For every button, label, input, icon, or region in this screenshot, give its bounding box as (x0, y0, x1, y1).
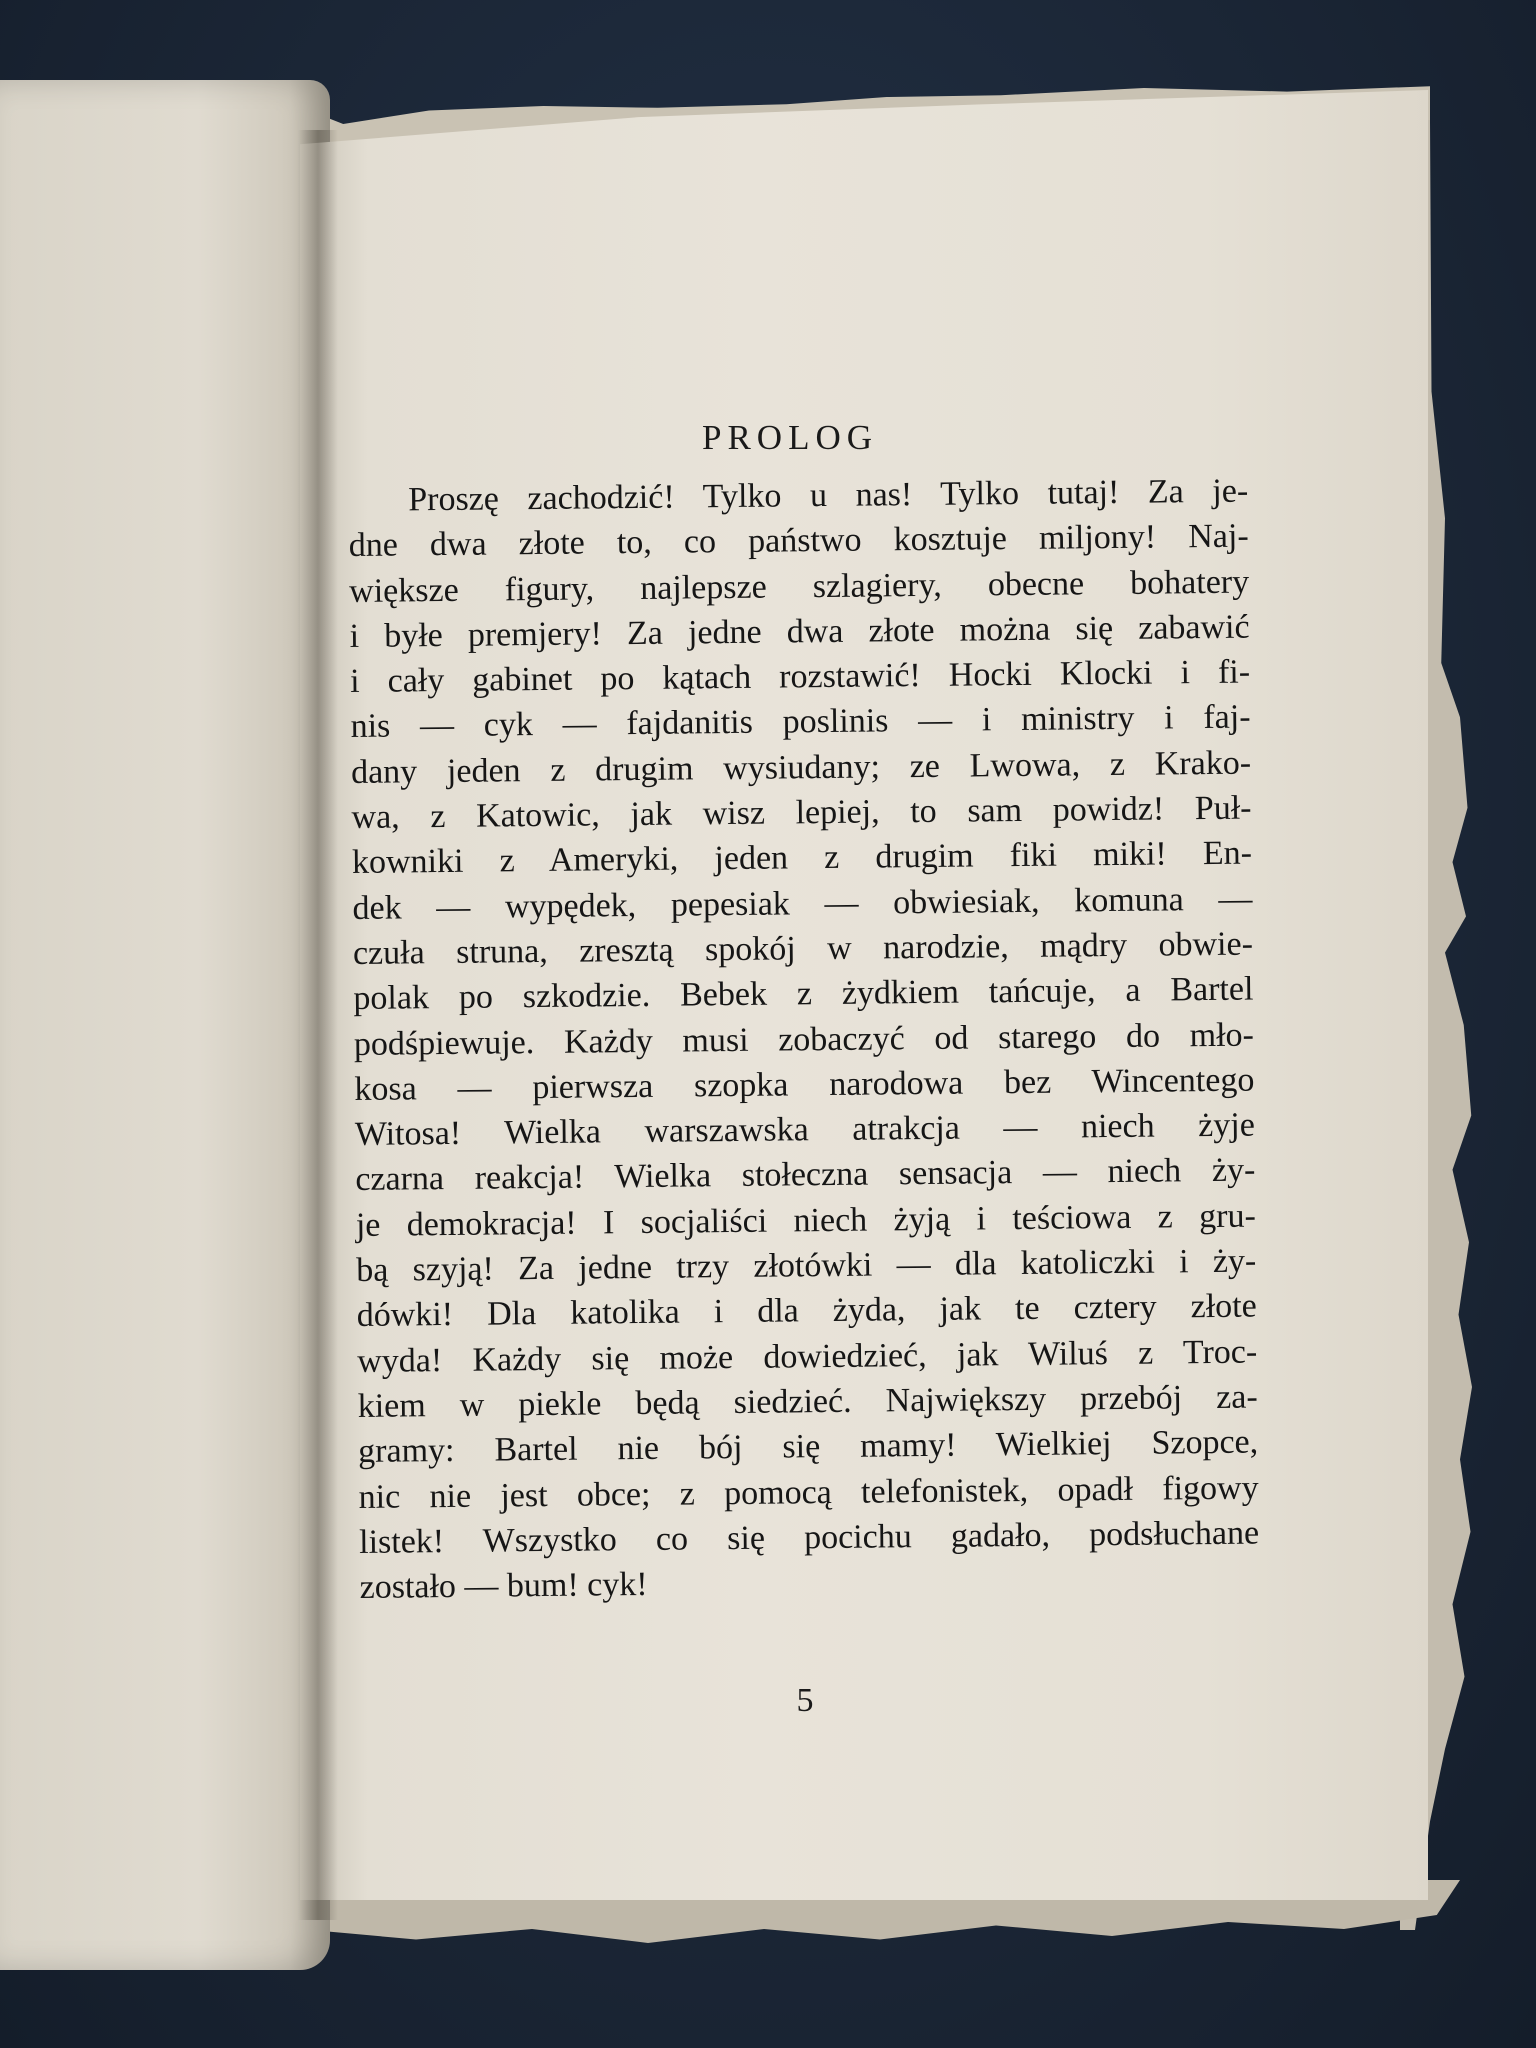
text-line: nic nie jest obce; z pomocą telefonistek, opadł figowy (358, 1469, 1259, 1516)
text-line: nis — cyk — fajdanitis poslinis — i ministry i faj- (350, 699, 1251, 746)
book-gutter (298, 130, 338, 1920)
text-line: większe figury, najlepsze szlagiery, obecne bohatery (348, 563, 1250, 610)
page-number: 5 (796, 1682, 814, 1719)
text-line: dne dwa złote to, co państwo kosztuje miljony! Naj- (348, 517, 1249, 565)
text-line: i cały gabinet po kątach rozstawić! Hocki Klocki i fi- (349, 653, 1251, 701)
text-line: gramy: Bartel nie bój się mamy! Wielkiej Szopce, (358, 1423, 1259, 1471)
text-line: czarna reakcja! Wielka stołeczna sensacja — niech ży- (355, 1151, 1256, 1199)
text-line: czuła struna, zresztą spokój w narodzie, mądry obwie- (352, 925, 1254, 972)
page-title: PROLOG (701, 418, 879, 457)
text-line: kowniki z Ameryki, jeden z drugim fiki miki! En- (351, 834, 1253, 882)
text-line: Proszę zachodzić! Tylko u nas! Tylko tutaj! Za je- (408, 472, 1249, 519)
text-line: wa, z Katowic, jak wisz lepiej, to sam powidz! Puł- (351, 789, 1252, 837)
text-line: dany jeden z drugim wysiudany; ze Lwowa, z Krako- (350, 744, 1252, 791)
text-line: bą szyją! Za jedne trzy złotówki — dla katoliczki i ży- (356, 1242, 1257, 1290)
text-line: kosa — pierwsza szopka narodowa bez Wincentego (354, 1061, 1255, 1108)
text-line: i byłe premjery! Za jedne dwa złote można się zabawić (349, 608, 1250, 655)
text-line: dek — wypędek, pepesiak — obwiesiak, komuna — (352, 880, 1253, 927)
text-line: kiem w piekle będą siedzieć. Największy przebój za- (357, 1378, 1258, 1425)
text-line: dówki! Dla katolika i dla żyda, jak te cztery złote (356, 1287, 1257, 1335)
text-line: zostało — bum! cyk! (359, 1566, 648, 1607)
left-page (0, 80, 330, 1970)
body-text (348, 469, 1260, 1611)
text-line: polak po szkodzie. Bebek z żydkiem tańcuje, a Bartel (353, 970, 1254, 1018)
text-line: Witosa! Wielka warszawska atrakcja — niech żyje (354, 1106, 1256, 1154)
text-line: podśpiewuje. Każdy musi zobaczyć od starego do mło- (353, 1016, 1255, 1063)
text-line: listek! Wszystko co się pocichu gadało, podsłuchane (358, 1514, 1260, 1561)
text-line: je demokracja! I socjaliści niech żyją i teściowa z gru- (355, 1197, 1256, 1244)
text-line: wyda! Każdy się może dowiedzieć, jak Wiluś z Troc- (357, 1333, 1258, 1380)
